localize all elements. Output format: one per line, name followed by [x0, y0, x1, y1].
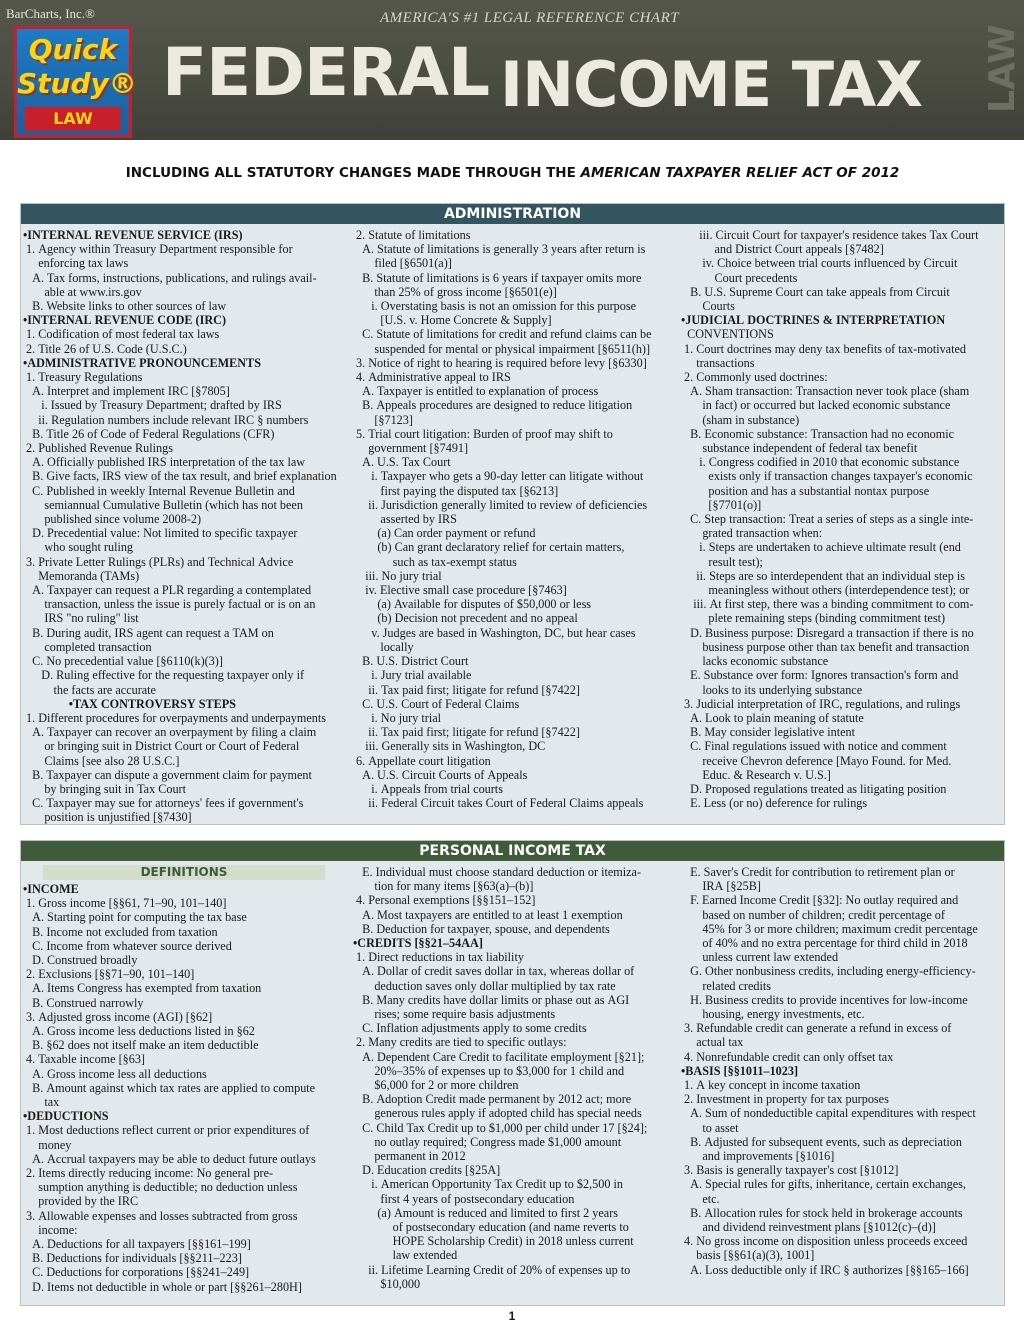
text-line: A. Gross income less all deductions	[23, 1066, 207, 1081]
text-line: position is unjustified [§7430]	[23, 810, 192, 825]
text-line: etc.	[681, 1191, 720, 1206]
text-line: C. Child Tax Credit up to $1,000 per child under 17 [§24];	[353, 1120, 648, 1135]
text-line: such as tax-exempt status	[353, 554, 517, 569]
text-line: (a) Amount is reduced and limited to first 2 years	[353, 1205, 619, 1220]
text-line: 1. Direct reductions in tax liability	[353, 950, 524, 965]
text-line: D. Construed broadly	[23, 953, 138, 968]
text-line: •TAX CONTROVERSY STEPS	[23, 696, 236, 711]
quickstudy-logo	[14, 26, 137, 138]
text-line: A. Deductions for all taxpayers [§§161–199]	[23, 1237, 251, 1252]
text-line: A. Taxpayer can request a PLR regarding a contemplated	[23, 583, 312, 598]
text-line: no outlay required; Congress made $1,000 amount	[353, 1134, 622, 1149]
logo-line2: Study®	[17, 67, 137, 100]
text-line: or bringing suit in District Court or Court of Federal	[23, 739, 300, 754]
text-line: A. U.S. Tax Court	[353, 455, 451, 470]
text-line: B. §62 does not itself make an item deductible	[23, 1038, 259, 1053]
side-label: LAW	[982, 24, 1023, 114]
text-line: meaningless without others (interdependence test); or	[681, 583, 970, 598]
text-line: basis [§§61(a)(3), 1001]	[681, 1248, 815, 1263]
text-line: i. Congress codified in 2010 that economic substance	[681, 455, 960, 470]
text-line: 1. Treasury Regulations	[23, 370, 143, 385]
page-number: 1	[508, 1309, 516, 1323]
text-line: 3. Judicial interpretation of IRC, regulations, and rulings	[681, 696, 961, 711]
personal-column-1	[23, 865, 345, 1294]
text-line: 2. Statute of limitations	[353, 228, 471, 242]
text-line: transaction, unless the issue is purely factual or is on an	[23, 597, 316, 612]
text-line: A. Dependent Care Credit to facilitate employment [§21];	[353, 1049, 645, 1064]
text-line: completed transaction	[23, 639, 152, 654]
text-line: B. Give facts, IRS view of the tax result, and brief explanation	[23, 469, 337, 484]
text-line: D. Education credits [§25A]	[353, 1163, 501, 1178]
text-line: published since volume 2008-2)	[23, 512, 202, 527]
text-line: C. Income from whatever source derived	[23, 938, 232, 953]
text-line: C. Taxpayer may sue for attorneys' fees if government's	[23, 796, 304, 811]
text-line: sumption anything is deductible; no deduction unless	[23, 1180, 298, 1195]
text-line: government [§7491]	[353, 441, 469, 456]
text-line: 1. Codification of most federal tax laws	[23, 327, 220, 342]
text-line: [§7701(o)]	[681, 497, 762, 512]
text-line: 1. Most deductions reflect current or prior expenditures of	[23, 1123, 310, 1138]
text-line: B. Adoption Credit made permanent by 2012 act; more	[353, 1092, 632, 1107]
text-line: B. Title 26 of Code of Federal Regulations (CFR)	[23, 426, 275, 441]
text-line: grated transaction when:	[681, 526, 823, 541]
text-line: F. Earned Income Credit [§32]: No outlay required and	[681, 893, 959, 908]
text-line: C. U.S. Court of Federal Claims	[353, 696, 520, 711]
text-line: receive Chevron deference [Mayo Found. for Med.	[681, 753, 952, 768]
text-line: C. Inflation adjustments apply to some credits	[353, 1021, 587, 1036]
text-line: A. Taxpayer can recover an overpayment by filing a claim	[23, 725, 317, 740]
text-line: G. Other nonbusiness credits, including energy-efficiency-	[681, 964, 976, 979]
text-line: E. Less (or no) deference for rulings	[681, 796, 868, 811]
text-line: v. Judges are based in Washington, DC, but hear cases	[353, 625, 636, 640]
text-line: actual tax	[681, 1035, 744, 1050]
text-line: related credits	[681, 978, 772, 993]
text-line: 2. Investment in property for tax purposes	[681, 1092, 889, 1107]
text-line: looks to its underlying substance	[681, 682, 863, 697]
text-line: i. Taxpayer who gets a 90-day letter can litigate without	[353, 469, 644, 484]
text-line: •DEDUCTIONS	[23, 1109, 109, 1124]
personal-income-tax-panel	[20, 840, 1005, 1306]
text-line: B. Amount against which tax rates are applied to compute	[23, 1080, 316, 1095]
text-line: lacks economic substance	[681, 654, 829, 669]
text-line: 2. Title 26 of U.S. Code (U.S.C.)	[23, 341, 187, 356]
text-line: than 25% of gross income [§6501(e)]	[353, 284, 557, 299]
text-line: business purpose other than tax benefit and transaction	[681, 639, 970, 654]
text-line: i. No jury trial	[353, 710, 442, 725]
subtitle	[20, 156, 1005, 190]
text-line: first 4 years of postsecondary education	[353, 1191, 575, 1206]
personal-column-2	[353, 865, 673, 1291]
text-line: B. Taxpayer can dispute a government claim for payment	[23, 767, 312, 782]
text-line: $10,000	[353, 1276, 421, 1291]
text-line: E. Individual must choose standard deduction or itemiza-	[353, 865, 642, 879]
text-line: iii. Generally sits in Washington, DC	[353, 739, 546, 754]
text-line: B. Many credits have dollar limits or phase out as AGI	[353, 992, 630, 1007]
text-line: •INTERNAL REVENUE SERVICE (IRS)	[23, 228, 243, 242]
text-line: ii. Regulation numbers include relevant IRC § numbers	[23, 412, 309, 427]
text-line: 3. Private Letter Rulings (PLRs) and Technical Advice	[23, 554, 294, 569]
definitions-heading: DEFINITIONS	[43, 865, 325, 880]
text-line: ii. Jurisdiction generally limited to review of deficiencies	[353, 497, 648, 512]
text-line: D. Items not deductible in whole or part [§§261–280H]	[23, 1279, 302, 1294]
text-line: semiannual Cumulative Bulletin (which has not been	[23, 497, 303, 512]
tagline: AMERICA'S #1 LEGAL REFERENCE CHART	[380, 10, 680, 26]
text-line: C. Statute of limitations for credit and refund claims can be	[353, 327, 652, 342]
text-line: i. Jury trial available	[353, 668, 472, 683]
text-line: ii. Tax paid first; litigate for refund [§7422]	[353, 682, 580, 697]
administration-column-2	[353, 228, 673, 810]
text-line: 45% for 3 or more children; maximum credit percentage	[681, 921, 978, 936]
text-line: D. Precedential value: Not limited to specific taxpayer	[23, 526, 298, 541]
text-line: A. Look to plain meaning of statute	[681, 710, 864, 725]
text-line: (sham in substance)	[681, 412, 800, 427]
personal-column-3	[681, 865, 1001, 1277]
text-line: by bringing suit in Tax Court	[23, 781, 186, 796]
text-line: C. Final regulations issued with notice and comment	[681, 739, 947, 754]
administration-heading: ADMINISTRATION	[21, 204, 1004, 224]
text-line: E. Saver's Credit for contribution to retirement plan or	[681, 865, 955, 879]
text-line: and dividend reinvestment plans [§1012(c)–(d)]	[681, 1220, 936, 1235]
text-line: and District Court appeals [§7482]	[681, 242, 884, 257]
text-line: •JUDICIAL DOCTRINES & INTERPRETATION	[681, 313, 946, 328]
text-line: A. Tax forms, instructions, publications, and rulings avail-	[23, 270, 317, 285]
text-line: B. U.S. District Court	[353, 654, 469, 669]
text-line: A. Taxpayer is entitled to explanation of process	[353, 384, 599, 399]
text-line: 2. Commonly used doctrines:	[681, 370, 828, 385]
text-line: transactions	[681, 355, 755, 370]
text-line: 2. Items directly reducing income: No general pre-	[23, 1166, 274, 1181]
title-income-tax: INCOME TAX	[500, 48, 923, 121]
text-line: (b) Decision not precedent and no appeal	[353, 611, 578, 626]
text-line: i. Steps are undertaken to achieve ultimate result (end	[681, 540, 961, 555]
text-line: 4. Personal exemptions [§§151–152]	[353, 893, 536, 908]
text-line: i. Overstating basis is not an omission for this purpose	[353, 299, 637, 314]
text-line: A. Most taxpayers are entitled to at least 1 exemption	[353, 907, 623, 922]
publisher-name: BarCharts, Inc.®	[6, 6, 95, 21]
text-line: i. American Opportunity Tax Credit up to $2,500 in	[353, 1177, 623, 1192]
subtitle-prefix: INCLUDING ALL STATUTORY CHANGES MADE THROUGH THE	[125, 165, 576, 181]
text-line: to asset	[681, 1120, 739, 1135]
text-line: 5. Trial court litigation: Burden of proof may shift to	[353, 426, 613, 441]
text-line: who sought ruling	[23, 540, 134, 555]
logo-line1: Quick	[28, 33, 118, 66]
administration-column-3	[681, 228, 1001, 810]
text-line: iii. No jury trial	[353, 568, 442, 583]
text-line: 2. Many credits are tied to specific outlays:	[353, 1035, 567, 1050]
text-line: provided by the IRC	[23, 1194, 139, 1209]
text-line: 2. Published Revenue Rulings	[23, 441, 173, 456]
text-line: 2. Exclusions [§§71–90, 101–140]	[23, 967, 195, 982]
administration-column-1	[23, 228, 345, 825]
text-line: B. Deduction for taxpayer, spouse, and dependents	[353, 921, 610, 936]
text-line: income:	[23, 1222, 78, 1237]
logo-subject: LAW	[25, 107, 121, 131]
text-line: tax	[23, 1095, 60, 1110]
text-line: •BASIS [§§1011–1023]	[681, 1063, 799, 1078]
header-banner	[0, 0, 1024, 140]
text-line: E. Substance over form: Ignores transaction's form and	[681, 668, 959, 683]
text-line: tion for many items [§63(a)–(b)]	[353, 879, 534, 894]
text-line: IRA [§25B]	[681, 879, 761, 894]
text-line: ii. Steps are so interdependent that an individual step is	[681, 568, 965, 583]
text-line: D. Proposed regulations treated as litigating position	[681, 781, 947, 796]
text-line: Memoranda (TAMs)	[23, 568, 140, 583]
text-line: 1. Different procedures for overpayments and underpayments	[23, 710, 327, 725]
text-line: B. Website links to other sources of law	[23, 299, 227, 314]
text-line: A. Officially published IRS interpretation of the tax law	[23, 455, 306, 470]
text-line: iii. Circuit Court for taxpayer's residence takes Tax Court	[681, 228, 979, 242]
text-line: ii. Tax paid first; litigate for refund [§7422]	[353, 725, 580, 740]
text-line: deduction saves only dollar multiplied by tax rate	[353, 978, 616, 993]
text-line: Court precedents	[681, 270, 798, 285]
text-line: C. Published in weekly Internal Revenue Bulletin and	[23, 483, 295, 498]
text-line: money	[23, 1137, 72, 1152]
text-line: Educ. & Research v. U.S.]	[681, 767, 831, 782]
text-line: the facts are accurate	[23, 682, 156, 697]
text-line: law extended	[353, 1248, 458, 1263]
text-line: H. Business credits to provide incentives for low-income	[681, 992, 968, 1007]
text-line: 3. Allowable expenses and losses subtracted from gross	[23, 1208, 298, 1223]
text-line: [§7123]	[353, 412, 413, 427]
text-line: 1. Gross income [§§61, 71–90, 101–140]	[23, 896, 227, 911]
text-line: i. Issued by Treasury Department; drafted by IRS	[23, 398, 282, 413]
text-line: B. Statute of limitations is 6 years if taxpayer omits more	[353, 270, 642, 285]
text-line: B. Allocation rules for stock held in brokerage accounts	[681, 1205, 963, 1220]
text-line: B. Appeals procedures are designed to reduce litigation	[353, 398, 633, 413]
text-line: A. Accrual taxpayers may be able to deduct future outlays	[23, 1151, 316, 1166]
text-line: 1. Court doctrines may deny tax benefits of tax-motivated	[681, 341, 966, 356]
text-line: B. Construed narrowly	[23, 995, 144, 1010]
text-line: 4. Nonrefundable credit can only offset tax	[681, 1049, 894, 1064]
text-line: ii. Lifetime Learning Credit of 20% of expenses up to	[353, 1262, 631, 1277]
text-line: 4. No gross income on disposition unless proceeds exceed	[681, 1234, 968, 1249]
text-line: plete remaining steps (binding commitment test)	[681, 611, 946, 626]
text-line: substance independent of federal tax benefit	[681, 441, 918, 456]
text-line: 4. Taxable income [§63]	[23, 1052, 145, 1067]
text-line: [U.S. v. Home Concrete & Supply]	[353, 313, 552, 328]
text-line: 3. Refundable credit can generate a refund in excess of	[681, 1021, 952, 1036]
text-line: enforcing tax laws	[23, 256, 129, 271]
text-line: generous rules apply if adopted child has special needs	[353, 1106, 642, 1121]
text-line: B. Income not excluded from taxation	[23, 924, 218, 939]
title-federal: FEDERAL	[162, 34, 489, 111]
text-line: A. Sum of nondeductible capital expenditures with respect	[681, 1106, 976, 1121]
text-line: filed [§6501(a)]	[353, 256, 452, 271]
text-line: and improvements [§1016]	[681, 1149, 835, 1164]
text-line: first paying the disputed tax [§6213]	[353, 483, 559, 498]
text-line: B. During audit, IRS agent can request a TAM on	[23, 625, 274, 640]
text-line: •INTERNAL REVENUE CODE (IRC)	[23, 313, 227, 328]
text-line: C. Deductions for corporations [§§241–249]	[23, 1265, 250, 1280]
text-line: A. Special rules for gifts, inheritance, certain exchanges,	[681, 1177, 966, 1192]
text-line: 1. A key concept in income taxation	[681, 1078, 861, 1093]
text-line: A. Interpret and implement IRC [§7805]	[23, 384, 230, 399]
text-line: B. U.S. Supreme Court can take appeals from Circuit	[681, 284, 950, 299]
text-line: 3. Basis is generally taxpayer's cost [§1012]	[681, 1163, 899, 1178]
text-line: (a) Can order payment or refund	[353, 526, 536, 541]
text-line: of 40% and no extra percentage for third child in 2018	[681, 936, 968, 951]
text-line: CONVENTIONS	[681, 327, 774, 342]
text-line: in fact) or occurred but lacked economic substance	[681, 398, 951, 413]
administration-panel	[20, 203, 1005, 825]
text-line: able at www.irs.gov	[23, 284, 142, 299]
text-line: HOPE Scholarship Credit) in 2018 unless current	[353, 1234, 634, 1249]
text-line: A. U.S. Circuit Courts of Appeals	[353, 767, 528, 782]
text-line: (a) Available for disputes of $50,000 or less	[353, 597, 592, 612]
text-line: IRS "no ruling" list	[23, 611, 139, 626]
text-line: A. Gross income less deductions listed in §62	[23, 1024, 255, 1039]
subtitle-emphasis: AMERICAN TAXPAYER RELIEF ACT OF 2012	[580, 165, 900, 181]
text-line: ii. Federal Circuit takes Court of Federal Claims appeals	[353, 796, 644, 811]
text-line: 3. Adjusted gross income (AGI) [§62]	[23, 1009, 213, 1024]
personal-income-tax-heading: PERSONAL INCOME TAX	[21, 841, 1004, 861]
personal-column-1-lines	[23, 882, 345, 1294]
text-line: D. Ruling effective for the requesting taxpayer only if	[23, 668, 305, 683]
text-line: based on number of children; credit percentage of	[681, 907, 945, 922]
text-line: locally	[353, 639, 414, 654]
text-line: iii. At first step, there was a binding commitment to com-	[681, 597, 974, 612]
text-line: A. Starting point for computing the tax base	[23, 910, 247, 925]
text-line: C. No precedential value [§6110(k)(3)]	[23, 654, 223, 669]
text-line: iv. Choice between trial courts influenced by Circuit	[681, 256, 958, 271]
text-line: A. Items Congress has exempted from taxation	[23, 981, 262, 996]
text-line: permanent in 2012	[353, 1149, 466, 1164]
text-line: i. Appeals from trial courts	[353, 781, 503, 796]
text-line: Courts	[681, 299, 735, 314]
text-line: A. Dollar of credit saves dollar in tax, whereas dollar of	[353, 964, 635, 979]
text-line: $6,000 for 2 or more children	[353, 1078, 519, 1093]
text-line: 1. Agency within Treasury Department responsible for	[23, 242, 293, 257]
text-line: unless current law extended	[681, 950, 839, 965]
text-line: A. Sham transaction: Transaction never took place (sham	[681, 384, 970, 399]
text-line: •ADMINISTRATIVE PRONOUNCEMENTS	[23, 355, 261, 370]
text-line: A. Statute of limitations is generally 3 years after return is	[353, 242, 646, 257]
text-line: (b) Can grant declaratory relief for certain matters,	[353, 540, 625, 555]
text-line: result test);	[681, 554, 763, 569]
text-line: A. Loss deductible only if IRC § authorizes [§§165–166]	[681, 1262, 969, 1277]
text-line: asserted by IRS	[353, 512, 457, 527]
text-line: suspended for mental or physical impairment [§6511(h)]	[353, 341, 651, 356]
text-line: rises; some require basis adjustments	[353, 1007, 556, 1022]
text-line: B. Deductions for individuals [§§211–223]	[23, 1251, 242, 1266]
text-line: exists only if transaction changes taxpayer's economic	[681, 469, 973, 484]
text-line: B. Adjusted for subsequent events, such as depreciation	[681, 1134, 962, 1149]
text-line: •CREDITS [§§21–54AA]	[353, 936, 483, 951]
text-line: 6. Appellate court litigation	[353, 753, 491, 768]
text-line: iv. Elective small case procedure [§7463]	[353, 583, 567, 598]
text-line: D. Business purpose: Disregard a transaction if there is no	[681, 625, 974, 640]
text-line: of postsecondary education (and name reverts to	[353, 1220, 629, 1235]
text-line: B. Economic substance: Transaction had no economic	[681, 426, 955, 441]
text-line: Claims [see also 28 U.S.C.]	[23, 753, 180, 768]
text-line: B. May consider legislative intent	[681, 725, 855, 740]
text-line: 20%–35% of expenses up to $3,000 for 1 child and	[353, 1063, 625, 1078]
text-line: housing, energy investments, etc.	[681, 1007, 865, 1022]
text-line: position and has a substantial nontax purpose	[681, 483, 930, 498]
text-line: C. Step transaction: Treat a series of steps as a single inte-	[681, 512, 974, 527]
text-line: •INCOME	[23, 882, 79, 896]
text-line: 3. Notice of right to hearing is required before levy [§6330]	[353, 355, 647, 370]
text-line: 4. Administrative appeal to IRS	[353, 370, 511, 385]
